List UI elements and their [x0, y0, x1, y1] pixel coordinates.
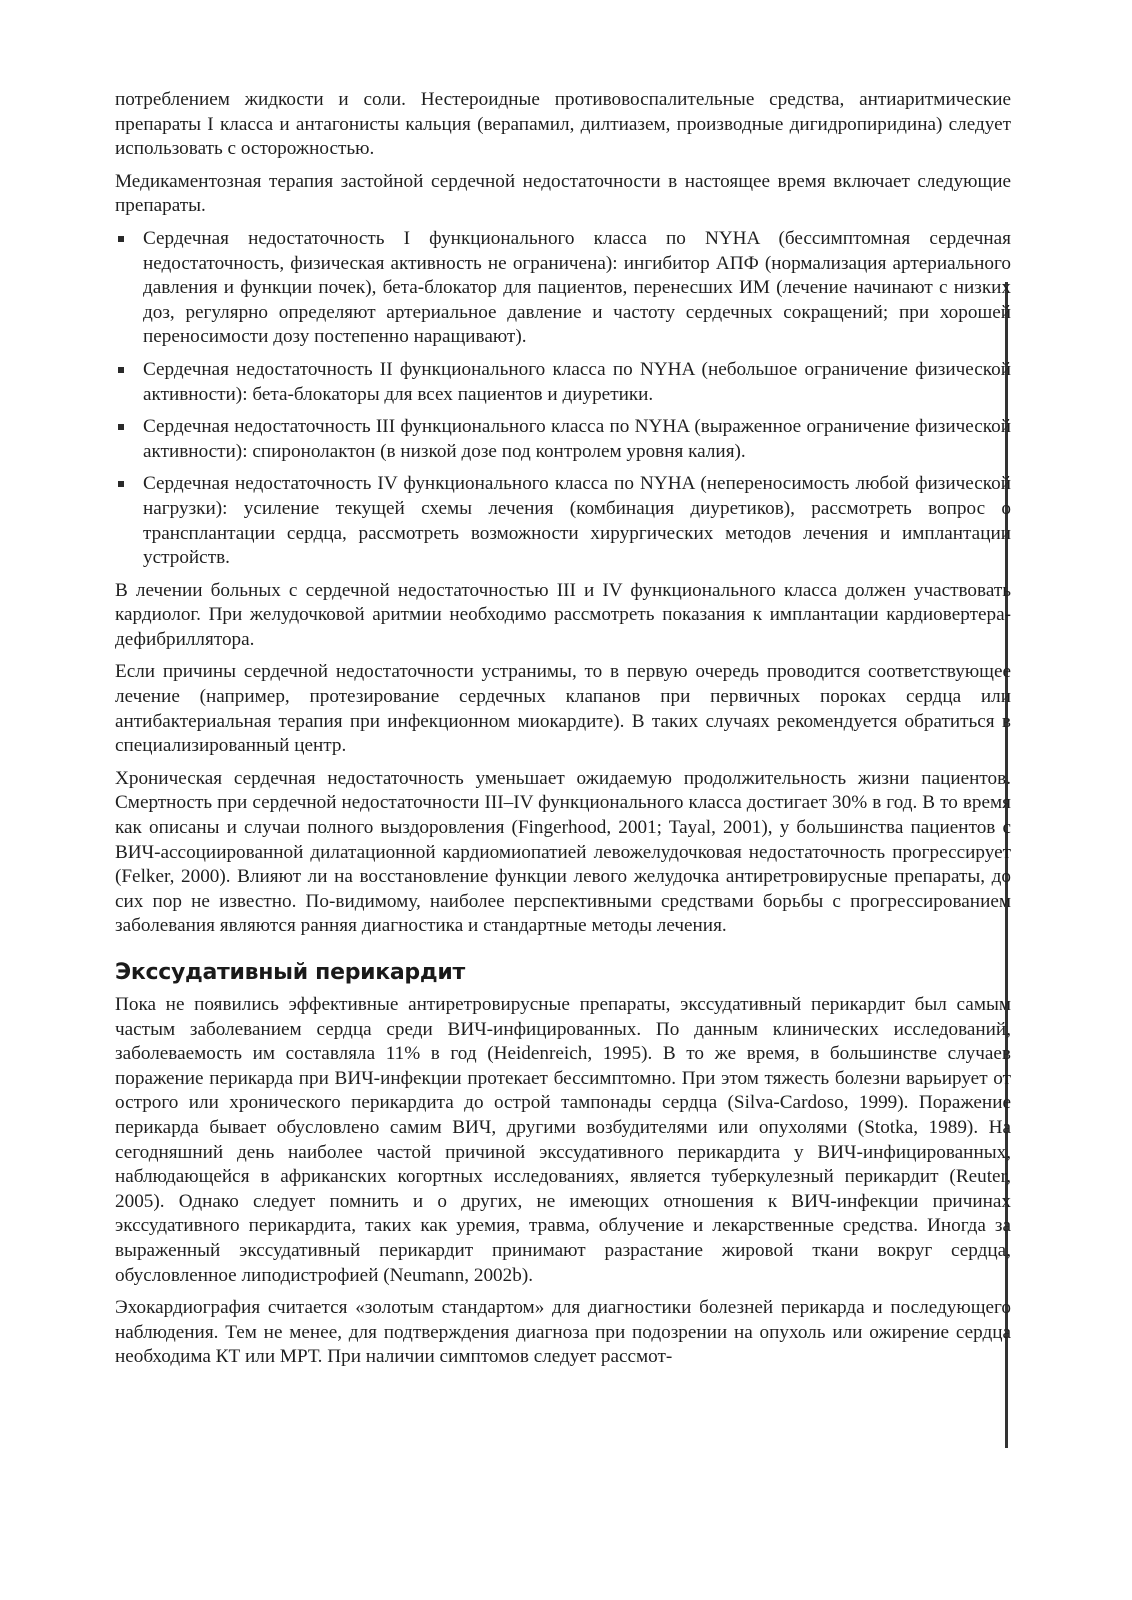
bullet-icon	[118, 481, 124, 487]
bullet-icon	[118, 367, 124, 373]
bullet-list	[115, 227, 1011, 571]
list-item	[115, 227, 1011, 350]
paragraph: Эхокардиография считается «золотым стандартом» для диагностики болезней перикарда и последующего наблюдения. Тем не менее, для подтверждения диагноза при подозрении на опухоль или ожирение сердца необходима КТ или МРТ. При наличии симптомов следует рассмот-	[115, 1297, 1011, 1368]
list-item	[115, 358, 1011, 407]
bullet-icon	[118, 424, 124, 430]
list-item-text: Сердечная недостаточность II функционального класса по NYHA (небольшое ограничение физической активности): бета-блокаторы для всех пациентов и диуретики.	[143, 358, 1011, 405]
paragraph: Если причины сердечной недостаточности устранимы, то в первую очередь проводится соответствующее лечение (например, протезирование сердечных клапанов при первичных пороках сердца или антибактериальная терапия при инфекционном миокардите). В таких случаях рекомендуется обратиться в специализированный центр.	[115, 661, 1011, 757]
paragraph: Медикаментозная терапия застойной сердечной недостаточности в настоящее время включает следующие препараты.	[115, 170, 1011, 217]
list-item-text: Сердечная недостаточность I функционального класса по NYHA (бессимптомная сердечная недостаточность, физическая активность не ограничена): ингибитор АПФ (нормализация артериального давления и функции почек), бета-блокатор для пациентов, перенесших ИМ (лечение начинают с низких доз, регулярно определяют артериальное давление и частоту сердечных сокращений; при хорошей переносимости дозу постепенно наращивают).	[143, 227, 1011, 348]
paragraph: потреблением жидкости и соли. Нестероидные противовоспалительные средства, антиаритмические препараты I класса и антагонисты кальция (верапамил, дилтиазем, производные дигидропиридина) следует использовать с осторожностью.	[115, 89, 1011, 160]
section-heading: Экссудативный перикардит	[115, 960, 465, 985]
list-item	[115, 472, 1011, 570]
paragraph: Хроническая сердечная недостаточность уменьшает ожидаемую продолжительность жизни пациентов. Смертность при сердечной недостаточности III–IV функционального класса достигает 30% в год. В то время как описаны и случаи полного выздоровления (Fingerhood, 2001; Tayal, 2001), у большинства пациентов с ВИЧ-ассоциированной дилатационной кардиомиопатией левожелудочковая недостаточность прогрессирует (Felker, 2000). Влияют ли на восстановление функции левого желудочка антиретровирусные препараты, до сих пор не известно. По-видимому, наиболее перспективными средствами борьбы с прогрессированием заболевания являются ранняя диагностика и стандартные методы лечения.	[115, 767, 1011, 937]
bullet-icon	[118, 236, 124, 242]
list-item-text: Сердечная недостаточность III функционального класса по NYHA (выраженное ограничение физической активности): спиронолактон (в низкой дозе под контролем уровня калия).	[143, 416, 1011, 462]
document-page	[115, 88, 1011, 1378]
paragraph: Пока не появились эффективные антиретровирусные препараты, экссудативный перикардит был самым частым заболеванием сердца среди ВИЧ-инфицированных. По данным клинических исследований, заболеваемость им составляла 11% в год (Heidenreich, 1995). В то же время, в большинстве случаев поражение перикарда при ВИЧ-инфекции протекает бессимптомно. При этом тяжесть болезни варьирует от острого или хронического перикардита до острой тампонады сердца (Silva-Cardoso, 1999). Поражение перикарда бывает обусловлено самим ВИЧ, другими возбудителями или опухолями (Stotka, 1989). На сегодняшний день наиболее частой причиной экссудативного перикардита у ВИЧ-инфицированных, наблюдающейся в африканских когортных исследованиях, является туберкулезный перикардит (Reuter, 2005). Однако следует помнить и о других, не имеющих отношения к ВИЧ-инфекции причинах экссудативного перикардита, таких как уремия, травма, облучение и лекарственные средства. Иногда за выраженный экссудативный перикардит принимают разрастание жировой ткани вокруг сердца, обусловленное липодистрофией (Neumann, 2002b).	[115, 994, 1011, 1286]
paragraph: В лечении больных с сердечной недостаточностью III и IV функционального класса должен участвовать кардиолог. При желудочковой аритмии необходимо рассмотреть показания к имплантации кардиовертера-дефибриллятора.	[115, 579, 1011, 650]
list-item-text: Сердечная недостаточность IV функционального класса по NYHA (непереносимость любой физической нагрузки): усиление текущей схемы лечения (комбинация диуретиков), рассмотреть вопрос о трансплантации сердца, рассмотреть возможности хирургических методов лечения и имплантации устройств.	[143, 473, 1011, 569]
list-item	[115, 415, 1011, 464]
